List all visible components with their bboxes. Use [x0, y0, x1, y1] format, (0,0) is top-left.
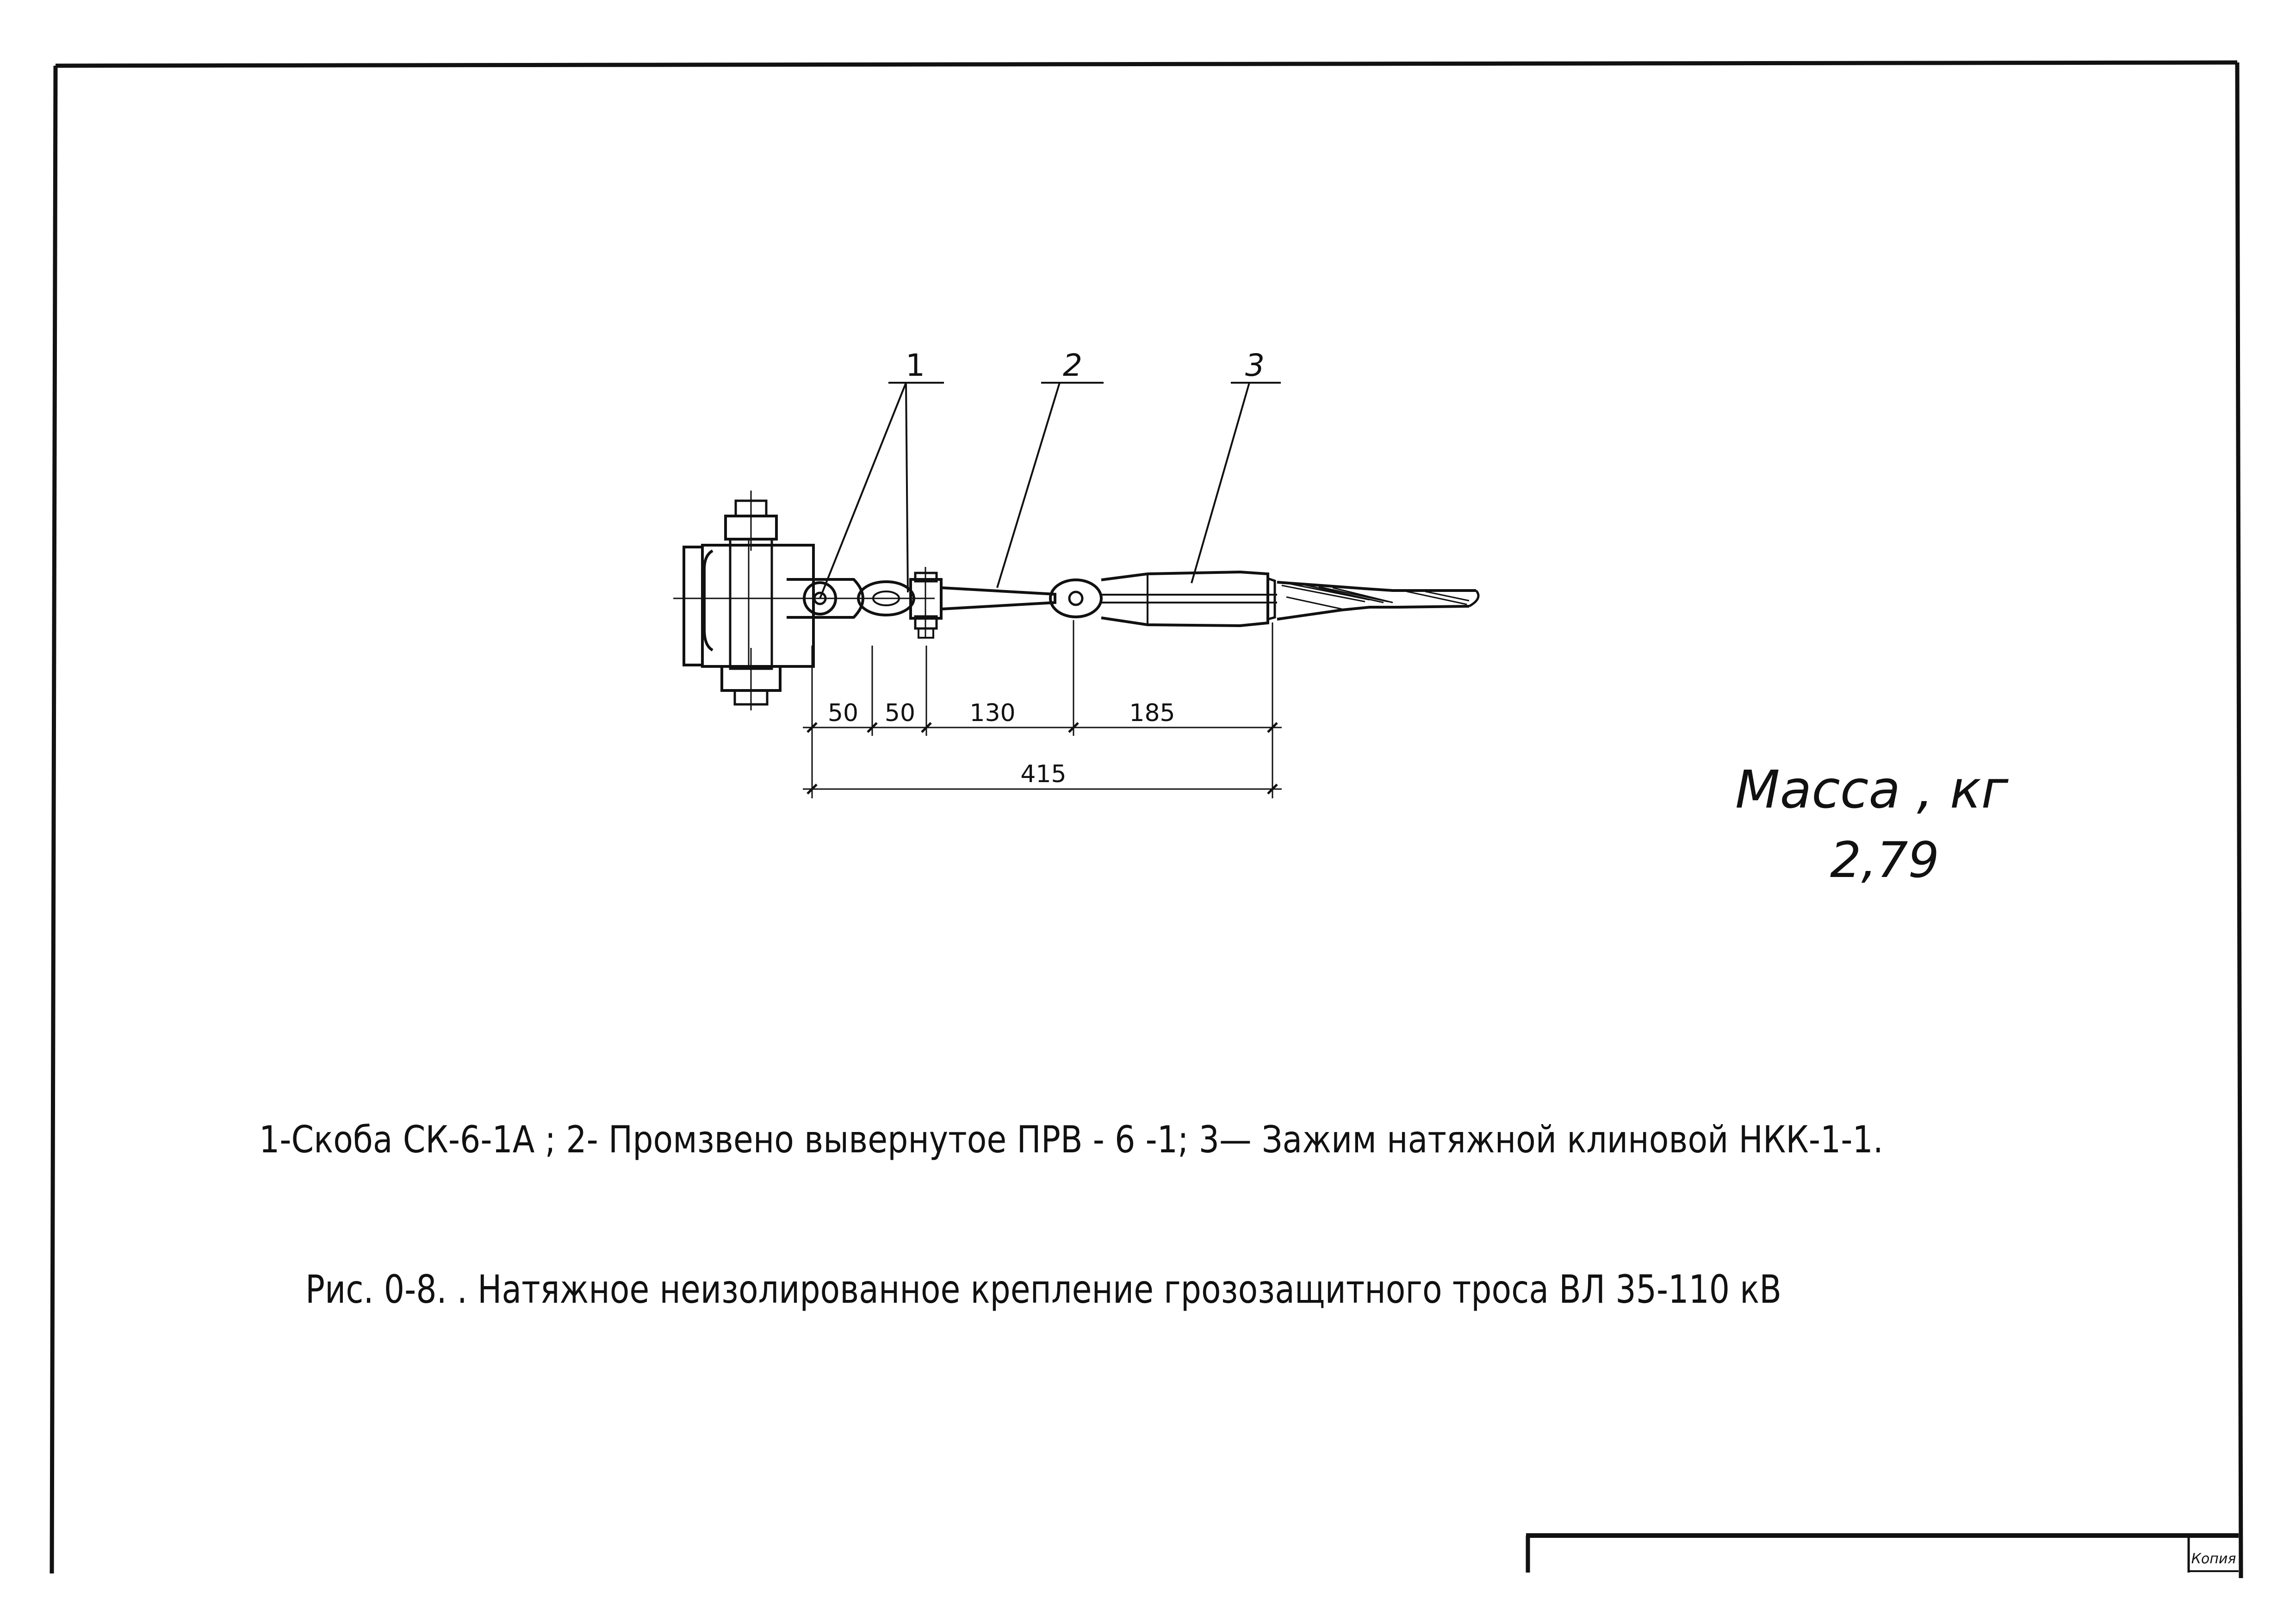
sheet-frame [52, 62, 2241, 1578]
mass-value: 2,79 [1830, 832, 1940, 889]
link-prv-6-1 [858, 567, 1101, 639]
figure-caption: Рис. 0-8. . Натяжное неизолированное крепление грозозащитного троса ВЛ 35-110 кВ [305, 1267, 1781, 1312]
dim-185: 185 [1129, 699, 1175, 727]
dim-415-total: 415 [1020, 760, 1067, 788]
bracket-ck-6-1a [684, 491, 863, 710]
mass-label: Масса , кг [1735, 760, 2009, 820]
copy-stamp: Копия [2191, 1551, 2236, 1567]
callout-1: 1 [906, 348, 925, 383]
dim-50-a: 50 [827, 699, 859, 727]
dim-130: 130 [969, 699, 1016, 727]
callout-2: 2 [1063, 348, 1082, 383]
assembly-drawing [673, 383, 1478, 798]
dim-50-b: 50 [884, 699, 916, 727]
callout-3: 3 [1245, 348, 1265, 383]
parts-legend: 1-Скоба СК-6-1А ; 2- Промзвено вывернутое ПРВ - 6 -1; 3— Зажим натяжной клиновой НКК-1-1. [259, 1118, 1883, 1161]
title-block [1526, 1536, 2239, 1573]
wedge-clamp-nkk-1-1 [1101, 572, 1277, 626]
ground-wire [1277, 582, 1478, 619]
callout-leaders [820, 383, 1281, 598]
